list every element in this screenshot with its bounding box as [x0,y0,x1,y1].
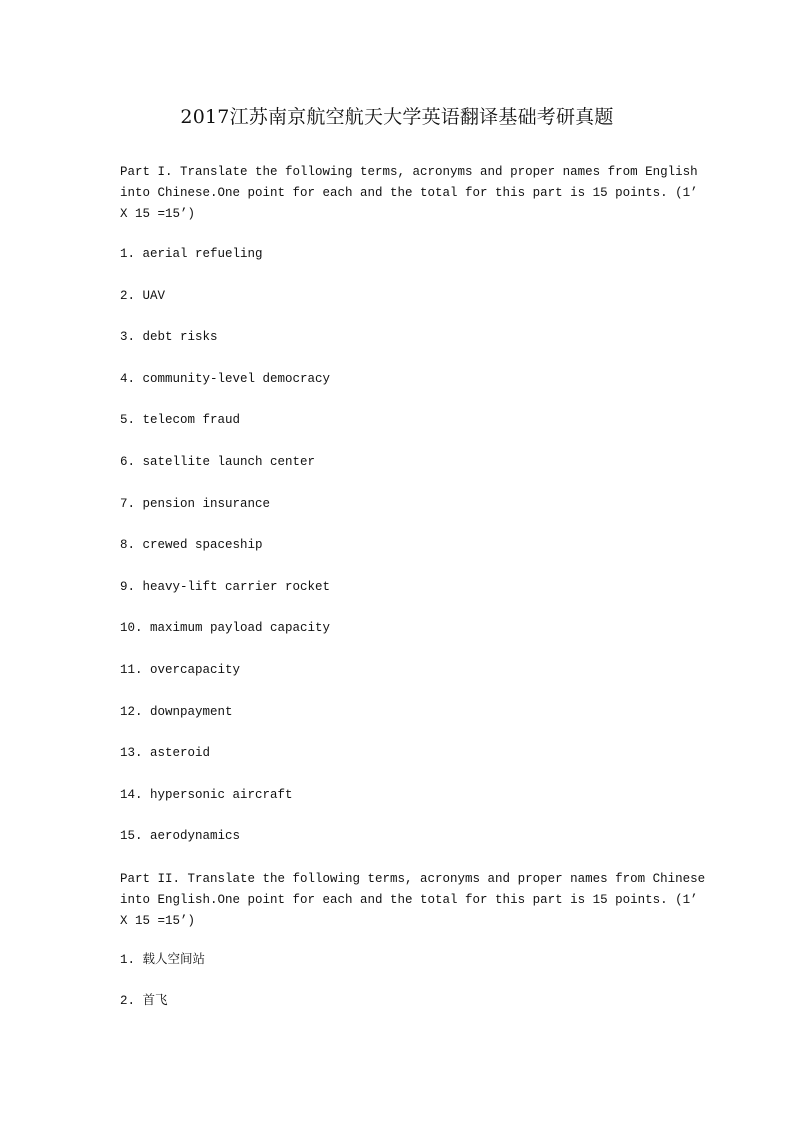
part2-instructions [120,869,706,931]
part1-item-2: 2. UAV [120,289,166,303]
document-title: 2017江苏南京航空航天大学英语翻译基础考研真题 [180,106,614,128]
part2-instructions-line: Part II. Translate the following terms, acronyms and proper names from Chinese [120,872,706,886]
part1-item-12: 12. downpayment [120,705,233,719]
part2-item-1: 1. 载人空间站 [120,953,206,967]
part1-item-14: 14. hypersonic aircraft [120,788,293,802]
part2-instructions-line: X 15 =15’) [120,913,196,928]
part1-item-13: 13. asteroid [120,746,211,760]
part1-item-3: 3. debt risks [120,330,218,344]
part1-item-11: 11. overcapacity [120,663,241,677]
part1-item-8: 8. crewed spaceship [120,538,263,552]
part2-item-2: 2. 首飞 [120,994,168,1008]
part1-item-4: 4. community-level democracy [120,372,331,386]
part2-instructions-line: into English.One point for each and the total for this part is 15 points. (1’ [120,892,698,907]
part1-item-9: 9. heavy-lift carrier rocket [120,580,331,594]
part1-instructions-line: X 15 =15’) [120,206,196,221]
part1-item-10: 10. maximum payload capacity [120,621,331,635]
part1-instructions [120,162,698,224]
part1-item-6: 6. satellite launch center [120,455,316,469]
part1-item-7: 7. pension insurance [120,497,271,511]
part1-item-5: 5. telecom fraud [120,413,241,427]
part1-instructions-line: into Chinese.One point for each and the total for this part is 15 points. (1’ [120,185,698,200]
part1-item-15: 15. aerodynamics [120,829,241,843]
part1-instructions-line: Part I. Translate the following terms, acronyms and proper names from English [120,165,698,179]
part1-item-1: 1. aerial refueling [120,247,263,261]
